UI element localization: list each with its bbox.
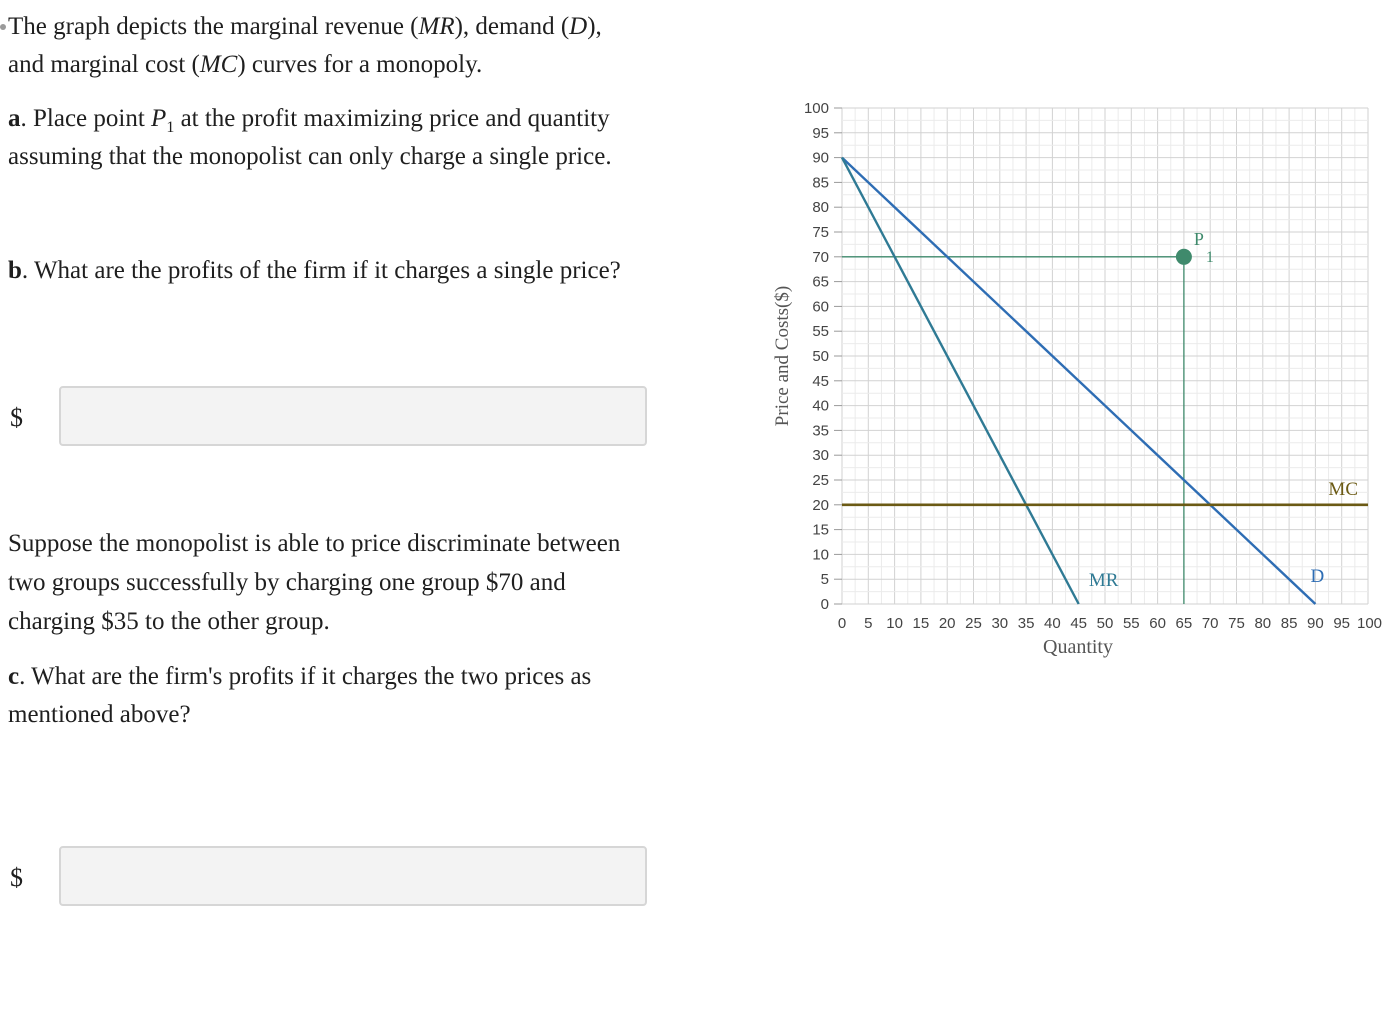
curve-label-mr: MR	[1088, 570, 1119, 591]
y-tick-label: 65	[812, 273, 829, 291]
y-tick-label: 40	[812, 397, 829, 415]
y-tick-label: 90	[812, 149, 829, 167]
part-a-label: a	[8, 105, 21, 132]
y-tick-label: 85	[812, 174, 829, 192]
x-tick-label: 95	[1333, 615, 1351, 632]
part-c-line-1: c. What are the firm's profits if it charges the two prices as	[8, 663, 592, 690]
x-tick-label: 45	[1070, 615, 1088, 632]
part-b-currency: $	[10, 403, 23, 432]
curve-label-d: D	[1310, 566, 1325, 587]
chart-grid	[842, 108, 1368, 604]
y-axis-label: Price and Costs($)	[772, 285, 793, 427]
y-tick-label: 95	[812, 124, 829, 142]
x-tick-label: 75	[1228, 615, 1245, 632]
x-tick-label: 5	[864, 615, 873, 632]
y-tick-label: 30	[812, 447, 829, 465]
intro-line-2: and marginal cost (MC) curves for a monopoly.	[8, 51, 483, 78]
x-tick-label: 90	[1307, 615, 1324, 632]
y-tick-label: 20	[812, 496, 829, 514]
x-tick-label: 50	[1096, 615, 1114, 632]
x-tick-label: 25	[965, 615, 982, 632]
point-p1-subscript: 1	[1205, 248, 1214, 266]
y-tick-label: 60	[812, 298, 829, 316]
discrimination-line-1: Suppose the monopolist is able to price discriminate between	[8, 530, 621, 557]
y-tick-label: 55	[812, 323, 829, 341]
curve-labels	[1089, 229, 1358, 591]
part-b-answer-input[interactable]	[59, 386, 647, 446]
x-tick-label: 60	[1149, 615, 1166, 632]
point-p1[interactable]	[1176, 249, 1192, 265]
x-tick-label: 35	[1017, 615, 1035, 632]
guide-lines	[842, 257, 1184, 604]
part-c-answer-input[interactable]	[59, 846, 647, 906]
y-tick-label: 75	[812, 224, 829, 241]
x-tick-label: 15	[912, 615, 930, 632]
curve-label-mc: MC	[1328, 479, 1358, 500]
part-c-currency: $	[10, 863, 23, 892]
x-tick-label: 10	[886, 615, 903, 632]
chart-ticks	[804, 100, 1382, 632]
bullet-marker	[0, 24, 6, 30]
x-tick-label: 80	[1254, 615, 1272, 632]
x-axis-label: Quantity	[1043, 636, 1113, 658]
point-p1-label: P	[1193, 228, 1204, 249]
y-tick-label: 0	[820, 596, 829, 613]
discrimination-line-2: two groups successfully by charging one group $70 and	[8, 569, 566, 596]
part-c-line-2: mentioned above?	[8, 701, 191, 728]
y-tick-label: 25	[812, 472, 829, 489]
y-tick-label: 80	[812, 199, 829, 217]
y-tick-label: 70	[812, 248, 829, 266]
y-tick-label: 50	[812, 348, 829, 365]
intro-line-1: The graph depicts the marginal revenue (MR), demand (D),	[8, 13, 602, 40]
x-tick-label: 65	[1175, 615, 1193, 632]
x-tick-label: 70	[1201, 615, 1219, 632]
y-tick-label: 35	[812, 422, 829, 440]
part-b-label: b	[8, 257, 22, 284]
curve-d	[842, 158, 1315, 604]
curves	[842, 158, 1368, 604]
y-tick-label: 10	[812, 546, 829, 564]
curve-mr	[842, 158, 1079, 604]
x-tick-label: 0	[837, 615, 847, 632]
x-tick-label: 100	[1357, 615, 1383, 632]
part-a-line-1: a. Place point $P_1$ at the profit maximizing price and quantity	[8, 105, 610, 136]
discrimination-line-3: charging $35 to the other group.	[8, 608, 330, 635]
y-tick-label: 5	[820, 571, 829, 589]
part-a-line-2: assuming that the monopolist can only charge a single price.	[8, 143, 612, 170]
part-b-question: b. What are the profits of the firm if it charges a single price?	[8, 257, 621, 284]
y-tick-label: 45	[812, 372, 829, 390]
x-tick-label: 85	[1280, 615, 1298, 632]
x-tick-label: 40	[1044, 615, 1061, 632]
y-tick-label: 100	[803, 100, 829, 117]
x-tick-label: 30	[991, 615, 1009, 632]
y-tick-label: 15	[812, 521, 829, 539]
part-c-label: c	[8, 663, 20, 690]
x-tick-label: 55	[1122, 615, 1140, 632]
x-tick-label: 20	[938, 615, 956, 632]
